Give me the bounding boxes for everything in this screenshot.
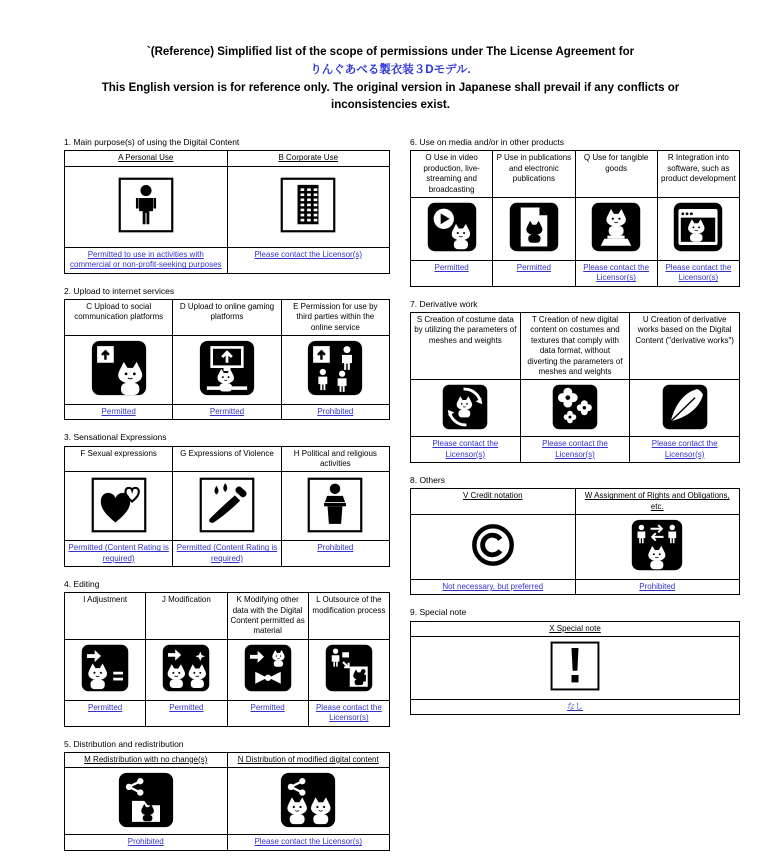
permission-table: [64, 150, 390, 273]
permission-table: [64, 592, 390, 726]
cell-header: J Modification: [161, 595, 211, 605]
adjustment-icon: [81, 644, 129, 692]
section-media-products: [410, 137, 740, 287]
cell-header: V Credit notation: [462, 491, 523, 501]
status-text: Please contact the Licensor(s): [432, 439, 499, 459]
texture-icon: [552, 384, 598, 430]
exclamation-icon: [550, 641, 600, 691]
section-heading: 7. Derivative work: [410, 298, 478, 309]
section-heading: 9. Special note: [410, 607, 467, 618]
person-icon: [118, 172, 174, 238]
section-sensational-expressions: [64, 432, 390, 567]
permission-table: [64, 446, 390, 568]
status-text: Permitted: [516, 263, 551, 272]
section-heading: 3. Sensational Expressions: [64, 432, 167, 443]
section-heading: 4. Editing: [64, 579, 100, 590]
knife-icon: [199, 477, 255, 533]
building-icon: [280, 172, 336, 238]
publication-icon: [509, 202, 559, 252]
permission-table: [410, 312, 740, 463]
cell-header: F Sexual expressions: [80, 448, 157, 458]
permission-table: [64, 299, 390, 421]
section-heading: 5. Distribution and redistribution: [64, 738, 184, 749]
permission-table: [410, 150, 740, 286]
status-text: Permitted (Content Rating is required): [68, 543, 169, 563]
modification-icon: [162, 644, 210, 692]
content-columns: [64, 137, 781, 862]
copyright-icon: [467, 519, 519, 571]
cell-header: M Redistribution with no change(s): [84, 754, 208, 764]
cell-header: N Distribution of modified digital content: [237, 754, 379, 764]
section-others: [410, 475, 740, 595]
status-text: Permitted: [250, 702, 285, 712]
cell-header: K Modifying other data with the Digital Content permitted as material: [230, 595, 305, 636]
status-text: Please contact the Licensor(s): [542, 439, 608, 459]
permission-table: [64, 752, 390, 851]
status-text: Please contact the Licensor(s): [315, 702, 382, 723]
left-column: [64, 137, 390, 862]
cell-header: W Assignment of Rights and Obligations, etc.: [584, 491, 730, 511]
cell-header: U Creation of derivative works based on the Digital Content ("derivative works"): [635, 314, 734, 345]
cell-header: L Outsource of the modification process: [312, 595, 386, 615]
cell-header: A Personal Use: [118, 153, 174, 163]
cell-header: R Integration into software, such as product development: [661, 153, 736, 184]
status-text: Permitted: [209, 406, 245, 416]
title-model-name: りんぐあべる製衣装３Dモデル.: [310, 63, 471, 76]
cell-header: X Special note: [549, 623, 601, 633]
status-text: Permitted: [434, 263, 469, 272]
cell-header: D Upload to online gaming platforms: [179, 301, 275, 322]
redistribution-icon: [118, 772, 174, 828]
costume-data-icon: [442, 384, 488, 430]
cell-header: I Adjustment: [83, 595, 128, 605]
cell-header: E Permission for use by third parties within the online service: [293, 301, 378, 332]
third-party-use-icon: [307, 340, 363, 396]
status-text: Please contact the Licensor(s): [254, 249, 363, 259]
permission-table: [410, 621, 740, 716]
status-text: Prohibited: [639, 582, 676, 592]
section-upload-internet: [64, 286, 390, 421]
cell-header: H Political and religious activities: [293, 448, 377, 468]
section-derivative-work: [410, 299, 740, 463]
cell-header: C Upload to social communication platforms: [74, 301, 164, 322]
section-heading: 1. Main purpose(s) of using the Digital Content: [64, 137, 240, 148]
cell-header: O Use in video production, live-streaming and broadcasting: [423, 153, 480, 194]
cell-header: G Expressions of Violence: [180, 448, 274, 458]
status-text: Please contact the Licensor(s): [254, 837, 363, 847]
outsource-icon: [325, 644, 373, 692]
cell-header: B Corporate Use: [278, 153, 339, 163]
social-upload-icon: [91, 340, 147, 396]
cell-header: T Creation of new digital content on costumes and textures that comply with data format, without diverting the parameters of meshes and weights: [527, 314, 623, 376]
status-text: Please contact the Licensor(s): [665, 263, 732, 283]
cell-header: S Creation of costume data by utilizing the parameters of meshes and weights: [414, 314, 517, 345]
assignment-icon: [631, 519, 683, 571]
permission-table: [410, 488, 740, 595]
goods-icon: [591, 202, 641, 252]
modified-distribution-icon: [280, 772, 336, 828]
status-text: Please contact the Licensor(s): [583, 263, 650, 283]
material-edit-icon: [244, 644, 292, 692]
cell-header: Q Use for tangible goods: [583, 153, 649, 173]
section-editing: [64, 579, 390, 727]
section-heading: 2. Upload to internet services: [64, 285, 175, 296]
status-text: なし: [567, 702, 583, 712]
section-main-purpose: [64, 137, 390, 273]
hearts-icon: [91, 477, 147, 533]
section-heading: 8. Others: [410, 475, 445, 486]
status-text: Please contact the Licensor(s): [651, 439, 718, 459]
gaming-upload-icon: [199, 340, 255, 396]
pen-icon: [662, 384, 708, 430]
status-text: Permitted (Content Rating is required): [176, 543, 278, 563]
status-text: Permitted: [88, 702, 123, 712]
status-text: Permitted: [169, 702, 204, 712]
status-text: Not necessary, but preferred: [442, 582, 544, 592]
software-icon: [673, 202, 723, 252]
status-text: Prohibited: [127, 837, 164, 847]
section-special-note: [410, 607, 740, 715]
section-distribution: [64, 739, 390, 851]
status-text: Prohibited: [317, 543, 354, 553]
section-heading: 6. Use on media and/or in other products: [410, 137, 565, 148]
podium-icon: [307, 477, 363, 533]
video-icon: [427, 202, 477, 252]
title-disclaimer: This English version is for reference only. The original version in Japanese shall prevail if any conflicts or inconsistencies exist.: [101, 81, 680, 112]
right-column: [410, 137, 740, 727]
title-line-1: `(Reference) Simplified list of the scope of permissions under The License Agreement for: [146, 46, 635, 58]
status-text: Permitted to use in activities with commercial or non-profit-seeking purposes: [69, 249, 222, 270]
cell-header: P Use in publications and electronic publications: [496, 153, 572, 184]
status-text: Prohibited: [317, 406, 354, 416]
status-text: Permitted: [101, 406, 136, 416]
page-title: [63, 0, 718, 115]
